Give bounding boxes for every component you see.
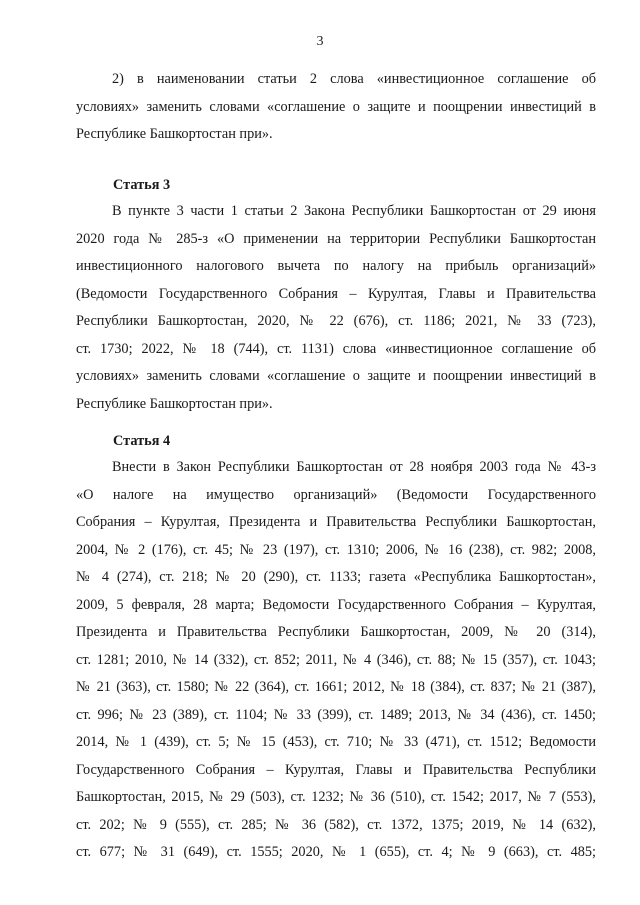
text-line: (Ведомости Государственного Собрания – Курултая, Главы и Правительства xyxy=(76,285,596,302)
text-line: Республики Башкортостан, 2020, № 22 (676), ст. 1186; 2021, № 33 (723), xyxy=(76,313,596,329)
text-line: 2) в наименовании статьи 2 слова «инвестиционное соглашение об xyxy=(112,71,596,87)
paragraph-intro xyxy=(76,66,596,149)
text-line: Башкортостан, 2015, № 29 (503), ст. 1232; № 36 (510), ст. 1542; 2017, № 7 (553), xyxy=(76,789,596,805)
text-line: «О налоге на имущество организаций» (Ведомости Государственного xyxy=(76,486,596,503)
text-line: Государственного Собрания – Курултая, Главы и Правительства Республики xyxy=(76,761,596,778)
text-line: 2020 года № 285-з «О применении на территории Республики Башкортостан xyxy=(76,230,596,247)
page-number: 3 xyxy=(316,34,324,49)
article-4-body xyxy=(76,454,596,867)
article-4-heading: Статья 4 xyxy=(113,433,171,449)
text-line: ст. 1281; 2010, № 14 (332), ст. 852; 2011, № 4 (346), ст. 88; № 15 (357), ст. 1043; xyxy=(76,651,596,668)
text-line: ст. 202; № 9 (555), ст. 285; № 36 (582), ст. 1372, 1375; 2019, № 14 (632), xyxy=(76,816,596,833)
text-line: Собрания – Курултая, Президента и Правительства Республики Башкортостан, xyxy=(76,514,596,530)
text-line: Республике Башкортостан при». xyxy=(76,126,273,142)
text-line: условиях» заменить словами «соглашение о защите и поощрении инвестиций в xyxy=(76,98,596,115)
text-line: 2004, № 2 (176), ст. 45; № 23 (197), ст. 1310; 2006, № 16 (238), ст. 982; 2008, xyxy=(76,541,596,558)
text-line: инвестиционного налогового вычета по налогу на прибыль организаций» xyxy=(76,258,596,274)
text-line: Республике Башкортостан при». xyxy=(76,395,273,412)
text-line: ст. 1730; 2022, № 18 (744), ст. 1131) слова «инвестиционное соглашение об xyxy=(76,340,596,357)
text-line: ст. 677; № 31 (649), ст. 1555; 2020, № 1 (655), ст. 4; № 9 (663), ст. 485; xyxy=(76,844,596,860)
text-line: ст. 996; № 23 (389), ст. 1104; № 33 (399), ст. 1489; 2013, № 34 (436), ст. 1450; xyxy=(76,706,596,723)
article-3-heading: Статья 3 xyxy=(113,177,171,193)
text-line: условиях» заменить словами «соглашение о защите и поощрении инвестиций в xyxy=(76,368,596,384)
text-line: 2014, № 1 (439), ст. 5; № 15 (453), ст. 710; № 33 (471), ст. 1512; Ведомости xyxy=(76,734,596,750)
text-line: Президента и Правительства Республики Башкортостан, 2009, № 20 (314), xyxy=(76,624,596,640)
text-line: 2009, 5 февраля, 28 марта; Ведомости Государственного Собрания – Курултая, xyxy=(76,596,596,613)
text-line: № 21 (363), ст. 1580; № 22 (364), ст. 1661; 2012, № 18 (384), ст. 837; № 21 (387), xyxy=(76,679,596,695)
text-line: Внести в Закон Республики Башкортостан от 28 ноября 2003 года № 43-з xyxy=(112,459,596,475)
text-line: В пункте 3 части 1 статьи 2 Закона Республики Башкортостан от 29 июня xyxy=(112,203,596,219)
article-3-body xyxy=(76,198,596,418)
text-line: № 4 (274), ст. 218; № 20 (290), ст. 1133; газета «Республика Башкортостан», xyxy=(76,569,596,585)
